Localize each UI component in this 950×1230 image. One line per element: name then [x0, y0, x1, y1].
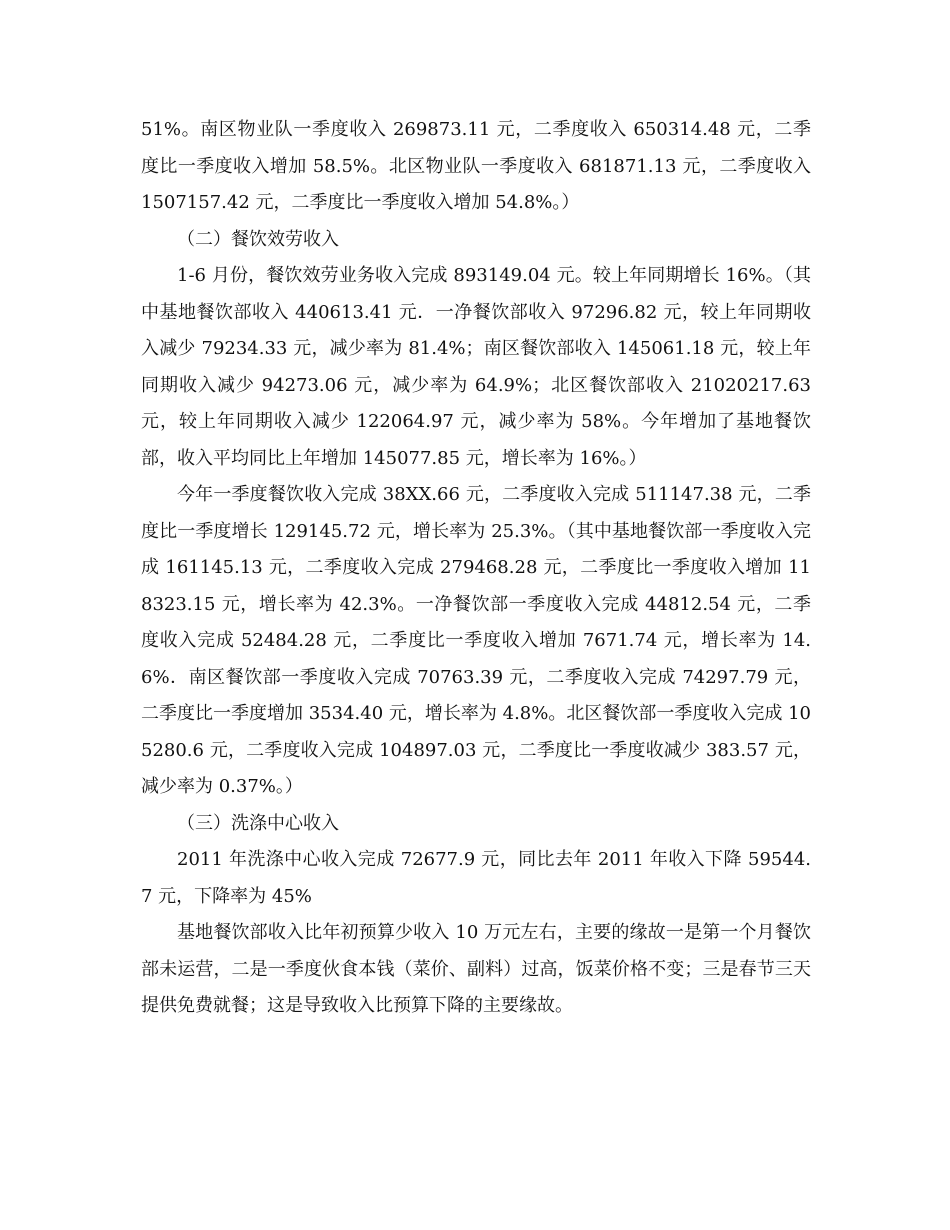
section-heading-laundry-income: （三）洗涤中心收入 — [177, 812, 339, 834]
section-heading-catering-income: （二）餐饮效劳收入 — [177, 228, 339, 250]
document-body — [141, 112, 811, 1025]
paragraph-catering-half-year: 1-6 月份，餐饮效劳业务收入完成 893149.04 元。较上年同期增长 16%。（其中基地餐饮部收入 440613.41 元．一净餐饮部收入 97296.82 元，较上年同期收入减少 79234.33 元，减少率为 81.4%；南区餐饮部收入 145061.18 元，较上年同期收入减少 94273.06 元，减少率为 64.9%；北区餐饮部收入 21020217.63 元，较上年同期收入减少 122064.97 元，减少率为 58%。今年增加了基地餐饮部，收入平均同比上年增加 145077.85 元，增长率为 16%。） — [141, 265, 811, 469]
paragraph-laundry-income: 2011 年洗涤中心收入完成 72677.9 元，同比去年 2011 年收入下降 59544.7 元，下降率为 45% — [141, 849, 811, 907]
paragraph-property-income-continued: 51%。南区物业队一季度收入 269873.11 元，二季度收入 650314.48 元，二季度比一季度收入增加 58.5%。北区物业队一季度收入 681871.13 元，二季度收入 1507157.42 元，二季度比一季度收入增加 54.8%。） — [141, 119, 811, 213]
paragraph-budget-shortfall: 基地餐饮部收入比年初预算少收入 10 万元左右，主要的缘故一是第一个月餐饮部未运营，二是一季度伙食本钱（菜价、副料）过高，饭菜价格不变；三是春节三天提供免费就餐；这是导致收入比预算下降的主要缘故。 — [141, 922, 811, 1016]
paragraph-catering-quarterly: 今年一季度餐饮收入完成 38XX.66 元，二季度收入完成 511147.38 元，二季度比一季度增长 129145.72 元，增长率为 25.3%。（其中基地餐饮部一季度收入完成 161145.13 元，二季度收入完成 279468.28 元，二季度比一季度收入增加 118323.15 元，增长率为 42.3%。一净餐饮部一季度收入完成 44812.54 元，二季度收入完成 52484.28 元，二季度比一季度收入增加 7671.74 元，增长率为 14.6%．南区餐饮部一季度收入完成 70763.39 元，二季度收入完成 74297.79 元，二季度比一季度增加 3534.40 元，增长率为 4.8%。北区餐饮部一季度收入完成 105280.6 元，二季度收入完成 104897.03 元，二季度比一季度收减少 383.57 元，减少率为 0.37%。） — [141, 484, 811, 797]
